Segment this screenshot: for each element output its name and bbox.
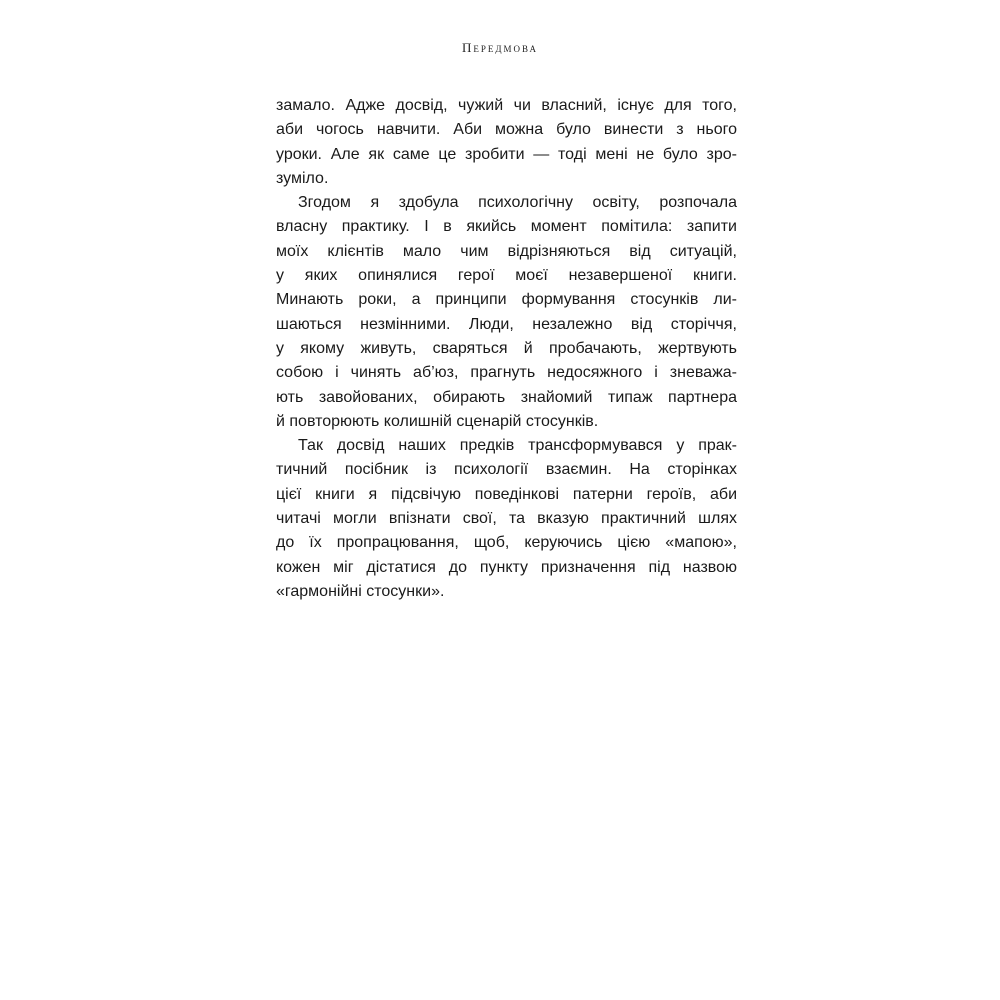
text-line: й повторюють колишній сценарій стосунків. [276, 412, 599, 430]
paragraph-1 [276, 94, 737, 191]
text-line: зуміло. [276, 169, 329, 187]
text-line: шаються незмінними. Люди, незалежно від сторіччя, [276, 315, 737, 333]
text-line: замало. Адже досвід, чужий чи власний, існує для того, [276, 97, 737, 114]
text-line: уроки. Але як саме це зробити — тоді мені не було зро- [276, 145, 737, 163]
text-line: моїх клієнтів мало чим відрізняються від ситуацій, [276, 242, 737, 260]
text-line: ють завойованих, обирають знайомий типаж партнера [276, 388, 737, 406]
text-line: Так досвід наших предків трансформувався у прак- [298, 437, 737, 455]
text-line: кожен міг дістатися до пункту призначення під назвою [276, 558, 737, 576]
body-text [276, 94, 737, 604]
text-line: аби чогось навчити. Аби можна було винести з нього [276, 121, 737, 139]
text-line: Згодом я здобула психологічну освіту, розпочала [298, 194, 737, 212]
text-line: у яких опинялися герої моєї незавершеної книги. [276, 267, 737, 285]
paragraph-2 [276, 191, 737, 434]
text-line: цієї книги я підсвічую поведінкові патерни героїв, аби [276, 485, 737, 503]
text-line: Минають роки, а принципи формування стосунків ли- [276, 291, 737, 309]
text-line: читачі могли впізнати свої, та вказую практичний шлях [276, 510, 737, 528]
text-line: «гармонійні стосунки». [276, 582, 445, 600]
text-line: до їх пропрацювання, щоб, керуючись цією «мапою», [276, 534, 737, 552]
running-head: Передмова [462, 40, 538, 55]
text-line: тичний посібник із психології взаємин. На сторінках [276, 461, 737, 479]
text-line: власну практику. І в якийсь момент помітила: запити [276, 218, 737, 236]
paragraph-3 [276, 434, 737, 604]
text-line: собою і чинять аб’юз, прагнуть недосяжного і зневажа- [276, 364, 737, 382]
text-line: у якому живуть, сваряться й пробачають, жертвують [276, 339, 737, 357]
